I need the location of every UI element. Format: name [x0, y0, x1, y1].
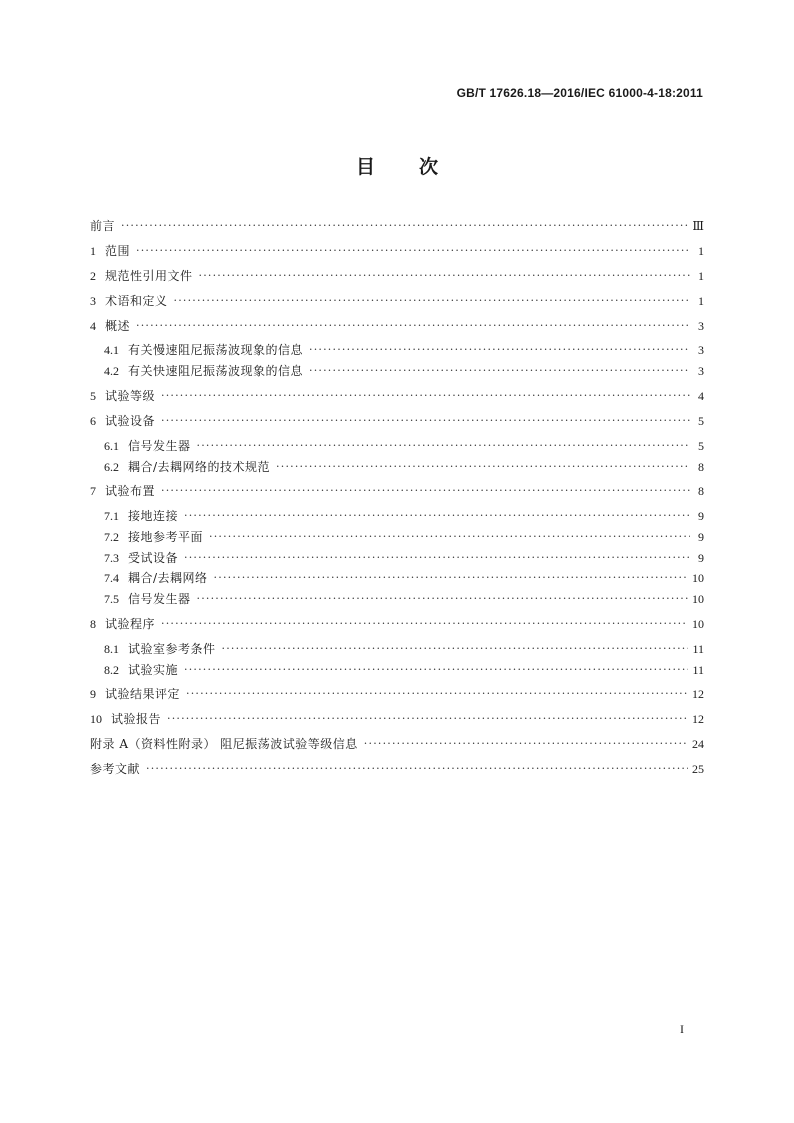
toc-entry-page: 11	[692, 641, 704, 656]
toc-entry-number: 8.2	[104, 662, 119, 677]
toc-entry-number: 6.2	[104, 459, 119, 474]
toc-entry-page: 9	[698, 509, 704, 524]
toc-entry[interactable]	[90, 436, 704, 457]
toc-entry-label: 试验等级	[105, 389, 156, 404]
toc-entry-label: 范围	[105, 243, 131, 258]
toc-entry-label: 试验布置	[105, 484, 156, 499]
toc-entry-page: 3	[698, 364, 704, 379]
toc-entry-label: 接地参考平面	[128, 529, 204, 544]
toc-entry-label: 受试设备	[128, 550, 179, 565]
toc-entry-label: 试验实施	[128, 662, 179, 677]
toc-leader-dots	[214, 568, 688, 588]
toc-entry[interactable]	[90, 660, 704, 685]
toc-entry-number: 6.1	[104, 438, 119, 453]
page-title: 目次	[355, 156, 482, 178]
toc-entry-number: 7.4	[104, 571, 119, 586]
toc-entry-number: 8.1	[104, 641, 119, 656]
toc-entry-label: 耦合/去耦网络	[128, 571, 208, 586]
toc-leader-dots	[184, 506, 690, 526]
toc-entry[interactable]	[90, 709, 704, 734]
toc-leader-dots	[184, 548, 690, 568]
toc-leader-dots	[136, 316, 690, 336]
toc-entry-page: 1	[698, 293, 704, 308]
toc-entry-label: 耦合/去耦网络的技术规范	[128, 459, 271, 474]
toc-entry[interactable]	[90, 241, 704, 266]
toc-entry-number: 6	[90, 413, 96, 428]
toc-entry-page: 11	[692, 662, 704, 677]
toc-entry-page: 5	[698, 438, 704, 453]
toc-entry-label: 有关快速阻尼振荡波现象的信息	[128, 364, 304, 379]
toc-entry-page: 12	[692, 712, 704, 727]
toc-entry-label: 试验室参考条件	[128, 641, 216, 656]
toc-leader-dots	[197, 436, 690, 456]
toc-entry-number: 7.5	[104, 592, 119, 607]
toc-leader-dots	[161, 481, 690, 501]
page-number: I	[680, 1022, 684, 1036]
toc-entry-number: 7.3	[104, 550, 119, 565]
toc-entry[interactable]	[90, 506, 704, 527]
toc-entry-page: 8	[698, 459, 704, 474]
toc-entry[interactable]	[90, 589, 704, 614]
toc-entry-number: 2	[90, 268, 96, 283]
toc-leader-dots	[186, 684, 688, 704]
toc-entry[interactable]	[90, 759, 704, 784]
toc-entry-label: 规范性引用文件	[105, 268, 193, 283]
table-of-contents	[90, 216, 704, 784]
toc-entry-page: 1	[698, 243, 704, 258]
toc-entry[interactable]	[90, 216, 704, 241]
toc-entry[interactable]	[90, 614, 704, 639]
toc-entry-number: 4.2	[104, 364, 119, 379]
toc-entry[interactable]	[90, 548, 704, 569]
toc-entry[interactable]	[90, 527, 704, 548]
toc-entry-label: 参考文献	[90, 762, 141, 777]
toc-entry-number: 5	[90, 389, 96, 404]
toc-entry-page: 5	[698, 413, 704, 428]
toc-entry-page: 10	[692, 616, 704, 631]
toc-leader-dots	[174, 291, 690, 311]
toc-entry-number: 7.2	[104, 529, 119, 544]
toc-leader-dots	[364, 734, 688, 754]
toc-leader-dots	[161, 411, 690, 431]
toc-entry-number: 1	[90, 243, 96, 258]
toc-entry-page: 3	[698, 343, 704, 358]
toc-entry-label: 有关慢速阻尼振荡波现象的信息	[128, 343, 304, 358]
toc-entry[interactable]	[90, 734, 704, 759]
toc-entry-page: Ⅲ	[692, 219, 704, 233]
toc-entry-page: 9	[698, 550, 704, 565]
toc-entry[interactable]	[90, 316, 704, 341]
toc-entry-number: 7.1	[104, 509, 119, 524]
toc-entry-number: 3	[90, 293, 96, 308]
toc-entry-page: 25	[692, 762, 704, 777]
toc-entry-label: 接地连接	[128, 509, 179, 524]
toc-leader-dots	[167, 709, 688, 729]
toc-leader-dots	[161, 614, 688, 634]
toc-entry[interactable]	[90, 291, 704, 316]
toc-entry-page: 1	[698, 268, 704, 283]
toc-leader-dots	[309, 361, 690, 381]
toc-entry-number: 7	[90, 484, 96, 499]
toc-entry-page: 9	[698, 529, 704, 544]
toc-entry-label: 前言	[90, 219, 116, 233]
toc-entry-label: 概述	[105, 318, 131, 333]
toc-leader-dots	[276, 457, 690, 477]
toc-entry[interactable]	[90, 386, 704, 411]
toc-entry-page: 12	[692, 687, 704, 702]
toc-entry[interactable]	[90, 266, 704, 291]
toc-entry-page: 8	[698, 484, 704, 499]
toc-entry-label: 试验结果评定	[105, 687, 181, 702]
toc-entry[interactable]	[90, 340, 704, 361]
toc-leader-dots	[184, 660, 688, 680]
toc-entry[interactable]	[90, 411, 704, 436]
toc-entry-number: 8	[90, 616, 96, 631]
toc-leader-dots	[136, 241, 690, 261]
toc-entry[interactable]	[90, 684, 704, 709]
toc-leader-dots	[146, 759, 688, 779]
toc-entry-number: 10	[90, 712, 102, 727]
standard-number: GB/T 17626.18—2016/IEC 61000-4-18:2011	[456, 86, 703, 100]
toc-leader-dots	[121, 216, 688, 236]
toc-entry-number: 9	[90, 687, 96, 702]
toc-entry-page: 4	[698, 389, 704, 404]
toc-entry-page: 3	[698, 318, 704, 333]
toc-entry-label: 信号发生器	[128, 438, 191, 453]
toc-entry[interactable]	[90, 568, 704, 589]
toc-entry-number: 4	[90, 318, 96, 333]
toc-leader-dots	[197, 589, 688, 609]
toc-leader-dots	[161, 386, 690, 406]
toc-leader-dots	[222, 639, 689, 659]
toc-leader-dots	[199, 266, 690, 286]
toc-entry-page: 10	[692, 592, 704, 607]
toc-entry-number: 4.1	[104, 343, 119, 358]
toc-entry[interactable]	[90, 481, 704, 506]
toc-leader-dots	[209, 527, 690, 547]
toc-entry-label: 附录 A（资料性附录） 阻尼振荡波试验等级信息	[90, 737, 358, 752]
toc-entry-label: 信号发生器	[128, 592, 191, 607]
toc-entry[interactable]	[90, 361, 704, 386]
toc-entry-label: 术语和定义	[105, 293, 168, 308]
toc-entry-page: 10	[692, 571, 704, 586]
toc-entry[interactable]	[90, 639, 704, 660]
toc-entry-page: 24	[692, 737, 704, 752]
toc-entry[interactable]	[90, 457, 704, 482]
toc-entry-label: 试验程序	[105, 616, 156, 631]
toc-entry-label: 试验报告	[111, 712, 162, 727]
toc-entry-label: 试验设备	[105, 413, 156, 428]
toc-leader-dots	[309, 340, 690, 360]
